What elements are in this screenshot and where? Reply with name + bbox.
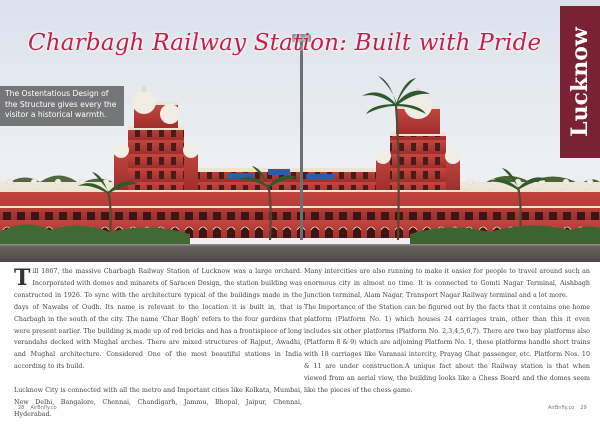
drop-cap: T [14, 265, 31, 291]
paragraph: Lucknow City is connected with all the metro and Important cities like Kolkata, Mumbai, New Delhi, Bangalore, Chennai, Chandigarh, Jammu, Bhopal, Jaipur, Chennai, Hyderabad. [14, 387, 302, 418]
page-number: 29 [580, 405, 587, 411]
city-tab [560, 6, 600, 158]
article-column-left [14, 266, 302, 421]
city-tab-label: Lucknow [567, 27, 593, 137]
article-title: Charbagh Railway Station: Built with Pride [28, 30, 542, 56]
footer-right [548, 405, 587, 411]
paragraph [14, 266, 302, 373]
page-number: 28 [18, 405, 25, 411]
paragraph: Many intercities are also running to make it easier for people to travel around such an enormous city in almost no time. It is connected to Gomti Nagar Terminal, Aishbagh Junction terminal, Alam Nagar, Transport Nagar Railway terminal and a lot more. [304, 268, 590, 299]
footer-left [18, 405, 57, 411]
footer-brand: AirBnfly.co [30, 405, 57, 411]
paragraph: The Importance of the Station can be figured out by the facts that it contains one home platform (Platform No. 1) which houses 24 carriages train, other than this it even includes six other platforms (Platform No. 2,3,4,5,6,7). There are two bay platforms also (Platform 8 & 9) which are adjoining Platform No. 1, these platforms handle short trains with 18 carriages like Varanasi intercity, Prayag Ghat passenger, etc. Platform Nos. 10 & 11 are under construction.A unique fact about the Railway station is that when viewed from an aerial view, the building looks like a Chess Board and the domes seem like the pieces of the chess game. [304, 303, 590, 395]
footer-brand: AirBnfly.co [548, 405, 575, 411]
photo-caption: The Ostentatious Design of the Structure gives every the visitor a historical warmth. [0, 86, 124, 126]
paragraph-text: ill 1867, the massive Charbagh Railway Station of Lucknow was a large orchard. Incorporated with domes and minarets of Saracen Design, the station building was constructed in 1926. To sync with the architecture typical of the buildings made in the days of Nawabs of Oudh. Its name is relevant to the location it is built in, that is Charbagh in the south of the city. The name ‘Char Bagh’ refers to the four gardens that were present earlier. The building is made up of red bricks and has a frontispiece of long verandahs decked with Mughal arches. There are mixed structures of Rajput, Awadhi, and Mughal architecture. Considered One of the most beautiful stations in India according to its build. [14, 268, 302, 371]
article-column-right [304, 266, 590, 397]
